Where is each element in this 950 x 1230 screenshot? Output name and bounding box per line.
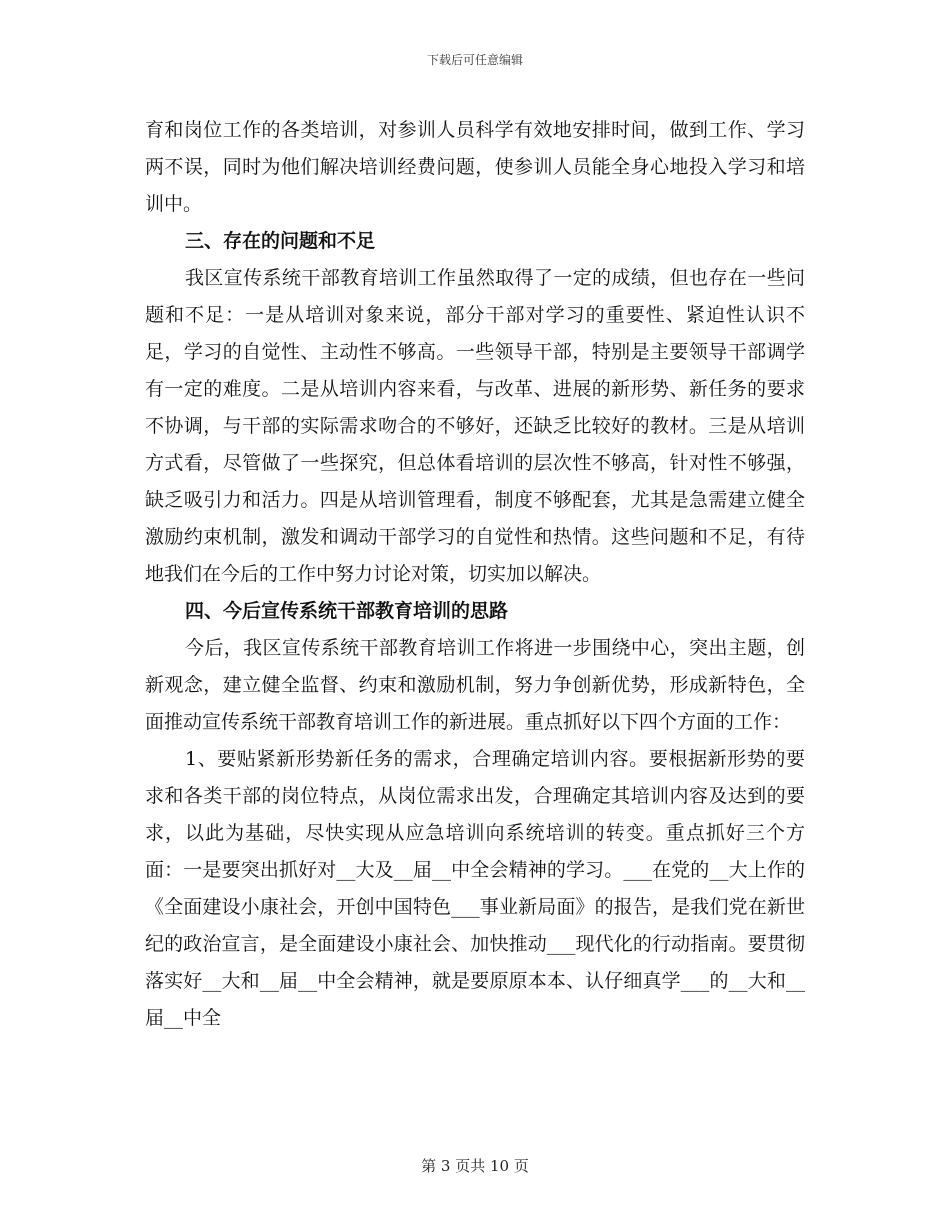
section-heading-3: 三、存在的问题和不足 — [185, 230, 376, 252]
page-header: 下载后可任意编辑 — [426, 53, 523, 67]
paragraph-problems: 我区宣传系统干部教育培训工作虽然取得了一定的成绩，但也存在一些问题和不足：一是从培训对象来说，部分干部对学习的重要性、紧迫性认识不足，学习的自觉性、主动性不够高。一些领导干部，特别是主要领导干部调学有一定的难度。二是从培训内容来看，与改革、进展的新形势、新任务的要求不协调，与干部的实际需求吻合的不够好，还缺乏比较好的教材。三是从培训方式看，尽管做了一些探究，但总体看培训的层次性不够高，针对性不够强，缺乏吸引力和活力。四是从培训管理看，制度不够配套，尤其是急需建立健全激励约束机制，激发和调动干部学习的自觉性和热情。这些问题和不足，有待地我们在今后的工作中努力讨论对策，切实加以解决。 — [145, 267, 805, 585]
paragraph-point-1: 1、要贴紧新形势新任务的需求，合理确定培训内容。要根据新形势的要求和各类干部的岗位特点，从岗位需求出发，合理确定其培训内容及达到的要求，以此为基础，尽快实现从应急培训向系统培训的转变。重点抓好三个方面：一是要突出抓好对__大及__届__中全会精神的学习。___在党的__大上作的《全面建设小康社会，开创中国特色___事业新局面》的报告，是我们党在新世纪的政治宣言，是全面建设小康社会、加快推动___现代化的行动指南。要贯彻落实好__大和__届__中全会精神，就是要原原本本、认仔细真学___的__大和__届__中全 — [145, 748, 805, 1029]
paragraph-continuation: 育和岗位工作的各类培训，对参训人员科学有效地安排时间，做到工作、学习两不误，同时为他们解决培训经费问题，使参训人员能全身心地投入学习和培训中。 — [145, 119, 805, 215]
section-heading-4: 四、今后宣传系统干部教育培训的思路 — [185, 600, 509, 622]
paragraph-future-intro: 今后，我区宣传系统干部教育培训工作将进一步围绕中心，突出主题，创新观念，建立健全监督、约束和激励机制，努力争创新优势，形成新特色，全面推动宣传系统干部教育培训工作的新进展。重点抓好以下四个方面的工作： — [145, 637, 805, 733]
page-number: 第 3 页共 10 页 — [421, 1157, 529, 1175]
document-body — [145, 112, 805, 1037]
